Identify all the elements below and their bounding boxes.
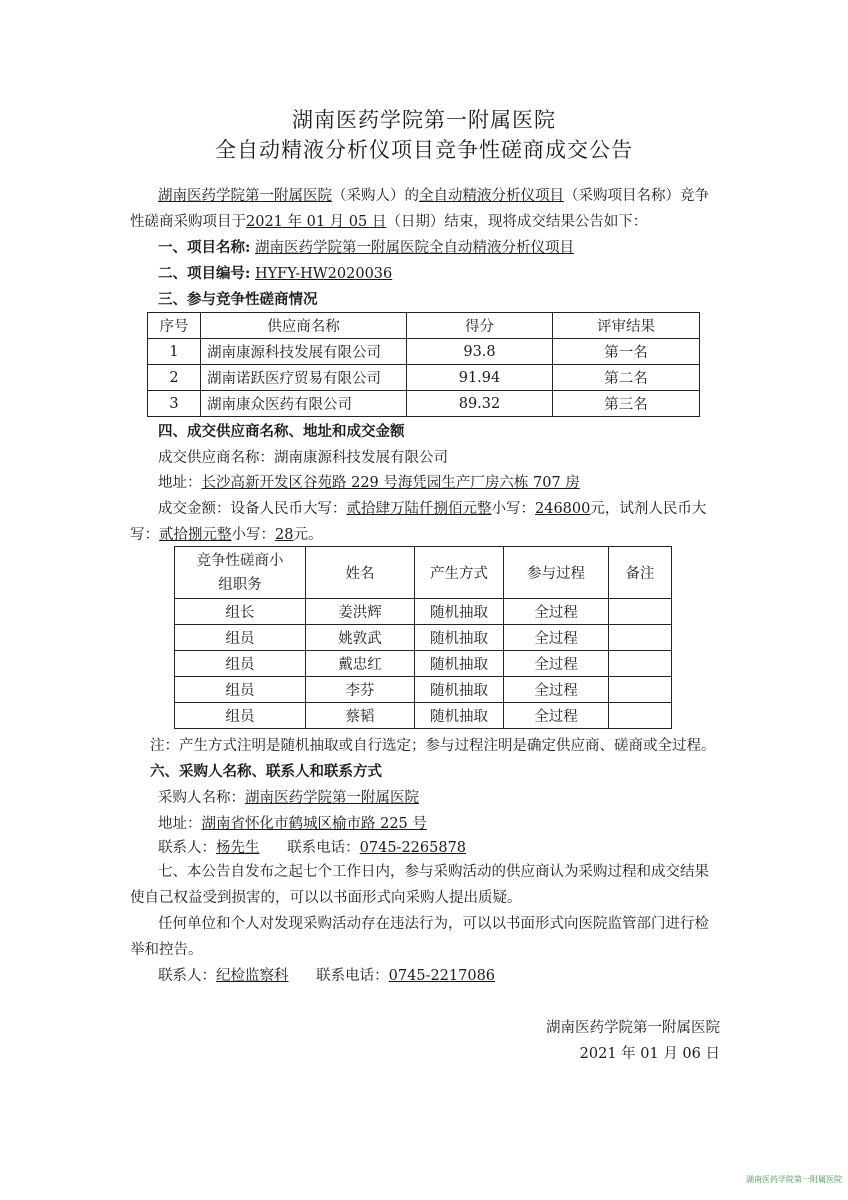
table-row [148,339,700,365]
amount-suffix: 元，试剂人民币大 [590,501,707,517]
table-cell: 全过程 [504,625,609,651]
header-cell: 备注 [609,547,672,599]
buyer-value: 湖南医药学院第一附属医院 [245,790,419,806]
table-cell: 组员 [175,677,306,703]
table-cell: 蔡韬 [306,703,415,729]
winning-supplier: 成交供应商名称：湖南康源科技发展有限公司 [158,450,448,466]
committee-note: 注：产生方式注明是随机抽取或自行选定；参与过程注明是确定供应商、磋商或全过程。 [150,738,716,754]
intro-project-note: （采购项目名称）竞争 [564,188,709,204]
intro-buyer-note: （采购人）的 [332,188,419,204]
table-header-row [148,313,700,339]
section-7-line4: 举和控告。 [130,942,203,958]
section-3-label: 三、参与竞争性磋商情况 [158,291,318,308]
address-label: 地址： [158,475,202,491]
table-row [175,625,672,651]
table-cell: 湖南康众医药有限公司 [201,391,407,417]
table-cell: 全过程 [504,677,609,703]
header-cell: 供应商名称 [201,313,407,339]
header-text: 竞争性磋商小 [196,552,284,569]
table-cell: 组员 [175,703,306,729]
footer-org: 湖南医药学院第一附属医院 [546,1020,720,1036]
table-cell: 89.32 [407,391,553,417]
header-text: 组职务 [218,576,262,593]
contact-label: 联系人： [158,840,216,856]
header-cell [175,547,306,599]
amount2-prefix: 写： [130,527,159,543]
amount-line1 [158,499,706,519]
intro-buyer: 湖南医药学院第一附属医院 [158,188,332,204]
table-cell: 全过程 [504,651,609,677]
table-cell: 93.8 [407,339,553,365]
amount2-small-label: 小写： [231,527,275,543]
committee-table [174,546,672,729]
table-row [175,677,672,703]
intro-line2-suffix: （日期）结束，现将成交结果公告如下： [386,214,648,230]
table-cell: 第二名 [553,365,700,391]
title-line2: 全自动精液分析仪项目竞争性磋商成交公告 [215,138,633,162]
phone-label: 联系电话： [287,840,360,856]
table-cell: 戴忠红 [306,651,415,677]
intro-line2 [130,212,647,232]
table-cell: 随机抽取 [415,651,504,677]
table-cell: 2 [148,365,201,391]
header-cell: 姓名 [306,547,415,599]
project-name: 湖南医药学院第一附属医院全自动精液分析仪项目 [254,240,574,256]
hospital-logo [742,1168,842,1190]
section-2 [158,264,392,284]
buyer-name [158,788,419,808]
buyer-address-value: 湖南省怀化市鹤城区榆市路 225 号 [201,816,427,832]
section-2-label: 二、项目编号: [158,265,251,282]
section-7-line3: 任何单位和个人对发现采购活动存在违法行为，可以以书面形式向医院监管部门进行检 [158,916,709,932]
table-cell: 随机抽取 [415,599,504,625]
table-cell: 随机抽取 [415,677,504,703]
footer-date: 2021 年 01 月 06 日 [579,1046,720,1062]
amount2-suffix: 元。 [293,527,323,543]
reagent-amount: 28 [275,527,294,543]
title-line1: 湖南医药学院第一附属医院 [292,108,556,132]
table-cell: 全过程 [504,703,609,729]
section-6-label: 六、采购人名称、联系人和联系方式 [150,763,382,780]
oversight-contact-label: 联系人： [158,968,216,984]
intro-date: 2021 年 01 月 05 日 [246,214,387,230]
table-cell [609,599,672,625]
table-cell [609,651,672,677]
table-row [175,599,672,625]
table-cell: 1 [148,339,201,365]
table-cell: 姚敦武 [306,625,415,651]
table-row [175,651,672,677]
section-1-label: 一、项目名称: [158,239,251,256]
hospital-logo-text: 湖南医药学院第一附属医院 [746,1174,842,1184]
intro-line1 [158,186,709,206]
table-cell: 随机抽取 [415,703,504,729]
equipment-amount-words: 贰拾肆万陆仟捌佰元整 [346,501,492,517]
oversight-contact [158,966,495,986]
intro-project: 全自动精液分析仪项目 [419,188,564,204]
buyer-address [158,814,427,834]
table-cell: 组员 [175,625,306,651]
table-cell: 全过程 [504,599,609,625]
oversight-phone-label: 联系电话： [316,968,389,984]
table-cell: 姜洪辉 [306,599,415,625]
phone-value: 0745-2265878 [359,840,467,856]
section-1 [158,238,574,258]
oversight-phone-value: 0745-2217086 [388,968,496,984]
contact-value: 杨先生 [216,840,260,856]
header-cell: 序号 [148,313,201,339]
address-value: 长沙高新开发区谷苑路 229 号海凭园生产厂房六栋 707 房 [201,475,580,491]
header-cell: 得分 [407,313,553,339]
reagent-amount-words: 贰拾捌元整 [159,527,232,543]
table-row [148,365,700,391]
amount-small-label: 小写： [491,501,535,517]
buyer-label: 采购人名称： [158,790,245,806]
section-7-line2: 使自己权益受到损害的，可以以书面形式向采购人提出质疑。 [130,890,522,906]
amount-line2 [130,525,322,545]
table-cell: 湖南诺跃医疗贸易有限公司 [201,365,407,391]
table-cell: 组长 [175,599,306,625]
amount-prefix: 成交金额：设备人民币大写： [158,501,347,517]
table-row [175,703,672,729]
table-header-row [175,547,672,599]
header-cell: 评审结果 [553,313,700,339]
table-cell [609,677,672,703]
table-cell: 第一名 [553,339,700,365]
table-cell: 3 [148,391,201,417]
project-number: HYFY-HW2020036 [254,266,393,282]
equipment-amount: 246800 [535,501,591,517]
suppliers-table [147,312,700,417]
header-cell: 产生方式 [415,547,504,599]
table-cell: 91.94 [407,365,553,391]
table-cell: 湖南康源科技发展有限公司 [201,339,407,365]
table-cell: 第三名 [553,391,700,417]
table-cell [609,703,672,729]
table-row [148,391,700,417]
section-7-line1: 七、本公告自发布之起七个工作日内，参与采购活动的供应商认为采购过程和成交结果 [158,864,709,880]
header-cell: 参与过程 [504,547,609,599]
supplier-address [158,473,580,493]
intro-line2-prefix: 性磋商采购项目于 [130,214,246,230]
section-4-label: 四、成交供应商名称、地址和成交金额 [158,423,405,440]
oversight-contact-value: 纪检监察科 [216,968,289,984]
buyer-address-label: 地址： [158,816,202,832]
table-cell: 随机抽取 [415,625,504,651]
buyer-contact [158,838,466,858]
table-cell [609,625,672,651]
table-cell: 李芬 [306,677,415,703]
table-cell: 组员 [175,651,306,677]
